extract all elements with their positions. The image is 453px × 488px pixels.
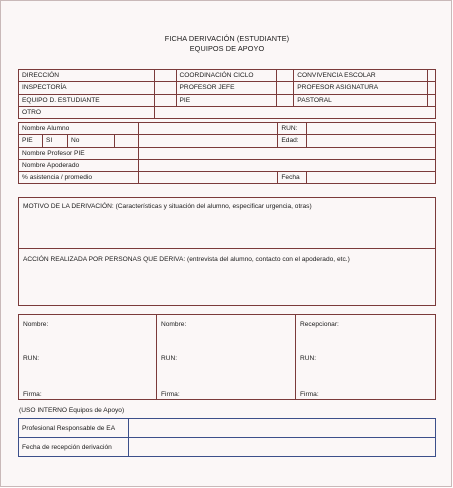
signature-box <box>18 314 436 400</box>
pie-no-check[interactable] <box>114 135 138 147</box>
motivo-accion-box <box>18 197 436 306</box>
signature-divider <box>156 315 157 399</box>
check-direccion[interactable] <box>154 70 176 82</box>
motivo-divider <box>19 248 435 249</box>
department-grid <box>18 69 436 119</box>
accion-textarea[interactable] <box>19 265 435 305</box>
cell-pie: PIE <box>176 94 277 106</box>
label-no[interactable]: No <box>67 135 114 147</box>
nombre-alumno-field[interactable] <box>138 123 278 135</box>
check-inspectoria[interactable] <box>154 82 176 94</box>
signature-divider <box>295 315 296 399</box>
nombre-profesor-pie-field[interactable] <box>138 147 435 159</box>
sig2-nombre-label: Nombre: <box>161 321 187 328</box>
label-profesional-responsable: Profesional Responsable de EA <box>19 419 129 438</box>
internal-use-table <box>18 418 436 457</box>
cell-equipo-estudiante: EQUIPO D. ESTUDIANTE <box>19 94 155 106</box>
label-nombre-alumno: Nombre Alumno <box>19 123 139 135</box>
sig1-run-label: RUN: <box>23 355 40 362</box>
cell-profesor-asignatura: PROFESOR ASIGNATURA <box>294 82 428 94</box>
label-nombre-apoderado: Nombre Apoderado <box>19 159 139 171</box>
label-fecha-recepcion: Fecha de recepción derivación <box>19 438 129 457</box>
fecha-field[interactable] <box>307 172 436 184</box>
cell-profesor-jefe: PROFESOR JEFE <box>176 82 277 94</box>
motivo-label: MOTIVO DE LA DERIVACIÓN: (Características y situación del alumno, especificar urgencia, otras) <box>23 203 312 210</box>
check-equipo-estudiante[interactable] <box>154 94 176 106</box>
cell-direccion: DIRECCIÓN <box>19 70 155 82</box>
check-pastoral[interactable] <box>427 94 435 106</box>
check-coordinacion-ciclo[interactable] <box>277 70 294 82</box>
profesional-responsable-field[interactable] <box>128 419 435 438</box>
sig1-nombre-label: Nombre: <box>23 321 49 328</box>
accion-label: ACCIÓN REALIZADA POR PERSONAS QUE DERIVA: (entrevista del alumno, contacto con el apoderado, etc.) <box>23 256 350 263</box>
nombre-apoderado-field[interactable] <box>138 159 435 171</box>
label-fecha: Fecha <box>278 172 307 184</box>
edad-field[interactable] <box>307 135 436 147</box>
label-run: RUN: <box>278 123 307 135</box>
form-subtitle: EQUIPOS DE APOYO <box>189 44 265 53</box>
sig3-recepcionar-label: Recepcionar: <box>300 321 339 328</box>
uso-interno-heading: (USO INTERNO Equipos de Apoyo) <box>19 407 125 414</box>
check-pie[interactable] <box>277 94 294 106</box>
sig1-firma-label: Firma: <box>23 391 42 398</box>
label-edad: Edad: <box>278 135 307 147</box>
run-field[interactable] <box>307 123 436 135</box>
asistencia-field[interactable] <box>138 172 278 184</box>
label-si[interactable]: SI <box>42 135 67 147</box>
motivo-textarea[interactable] <box>19 212 435 247</box>
fecha-recepcion-field[interactable] <box>128 438 435 457</box>
cell-inspectoria: INSPECTORÍA <box>19 82 155 94</box>
sig3-run-label: RUN: <box>300 355 317 362</box>
cell-coordinacion-ciclo: COORDINACIÓN CICLO <box>176 70 277 82</box>
label-nombre-profesor-pie: Nombre Profesor PIE <box>19 147 139 159</box>
pie-blank <box>138 135 278 147</box>
student-grid <box>18 122 436 184</box>
check-convivencia-escolar[interactable] <box>427 70 435 82</box>
sig2-firma-label: Firma: <box>161 391 180 398</box>
form-title: FICHA DERIVACIÓN (ESTUDIANTE) <box>164 34 290 43</box>
label-pie: PIE <box>19 135 43 147</box>
cell-pastoral: PASTORAL <box>294 94 428 106</box>
label-asistencia: % asistencia / promedio <box>19 172 139 184</box>
cell-convivencia-escolar: CONVIVENCIA ESCOLAR <box>294 70 428 82</box>
otro-field[interactable] <box>154 106 435 118</box>
sig3-firma-label: Firma: <box>300 391 319 398</box>
cell-otro: OTRO <box>19 106 155 118</box>
check-profesor-asignatura[interactable] <box>427 82 435 94</box>
check-profesor-jefe[interactable] <box>277 82 294 94</box>
sig2-run-label: RUN: <box>161 355 178 362</box>
